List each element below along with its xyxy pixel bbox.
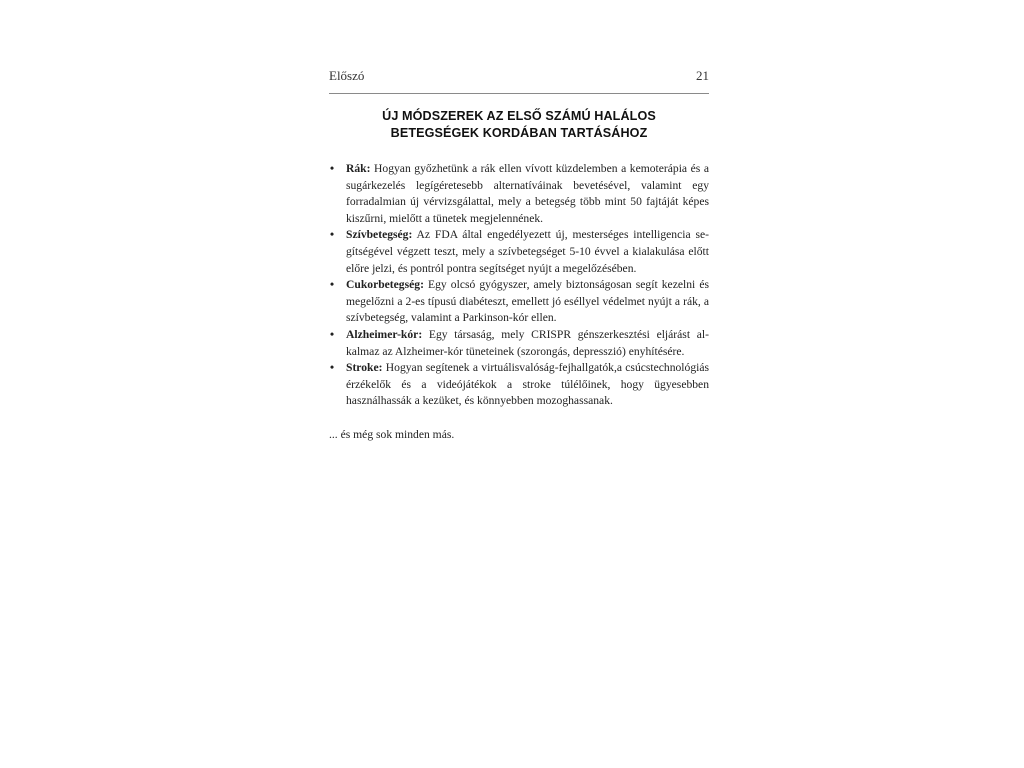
running-header [329,68,709,94]
bullet-icon: • [330,361,335,375]
page-number: 21 [696,68,709,83]
chapter-heading [329,108,709,142]
bullet-icon: • [330,162,335,175]
bullet-icon: • [330,278,335,292]
item-text: Egy olcsó gyógyszer, amely biztonságosan segít kezelni és megelőzni a 2-es típusú diabéteszt, emellett jó eséllyel védelmet nyújt a rák, a szívbetegség, valamint a Parkinson-kór ellen. [346,278,709,325]
section-title: Előszó [329,68,365,83]
bullet-icon: • [330,228,335,242]
disease-list [329,161,709,410]
item-term: Rák: [346,162,371,175]
heading-line-1: ÚJ MÓDSZEREK AZ ELSŐ SZÁMÚ HALÁLOS [382,109,656,123]
item-text: Hogyan segítenek a virtuálisvalóság-fejhallgatók,a csúcstechnológiás érzékelők és a videójátékok a stroke túlélőinek, hogy ügyesebben használhassák a kezüket, és könnyebben mozoghassanak. [346,361,709,408]
heading-line-2: BETEGSÉGEK KORDÁBAN TARTÁSÁHOZ [390,126,648,140]
item-term: Stroke: [346,361,383,375]
closing-line: ... és még sok minden más. [329,427,455,441]
item-text: Egy társaság, mely CRISPR génszerkesztési eljárást alkalmaz az Alzheimer-kór tüneteinek (szorongás, depresszió) enyhítésére. [346,327,709,358]
bullet-icon: • [330,327,335,341]
item-term: Alzheimer-kór: [346,327,423,341]
list-item [329,277,709,327]
book-page [329,68,709,444]
item-term: Cukorbetegség: [346,278,424,292]
item-text: Hogyan győzhetünk a rák ellen vívott küzdelemben a kemoterápia és a sugárkezelés legígéretesebb alternatíváinak bevetésével, valamint egy forradalmian új vérvizsgálattal, mely a betegség több mint 50 fajtáját képes kiszűrni, mielőtt a tünetek megjelennének. [346,162,709,225]
list-item [329,227,709,277]
list-item [329,161,709,227]
item-text: Az FDA által engedélyezett új, mesterséges intelligencia segítségével végzett teszt, mely a szívbetegséget 5-10 évvel a kialakulása előtt előre jelzi, és pontról pontra segítséget nyújt a megelőzésében. [346,228,709,275]
list-item [329,327,709,360]
item-term: Szívbetegség: [346,228,413,242]
list-item [329,360,709,410]
